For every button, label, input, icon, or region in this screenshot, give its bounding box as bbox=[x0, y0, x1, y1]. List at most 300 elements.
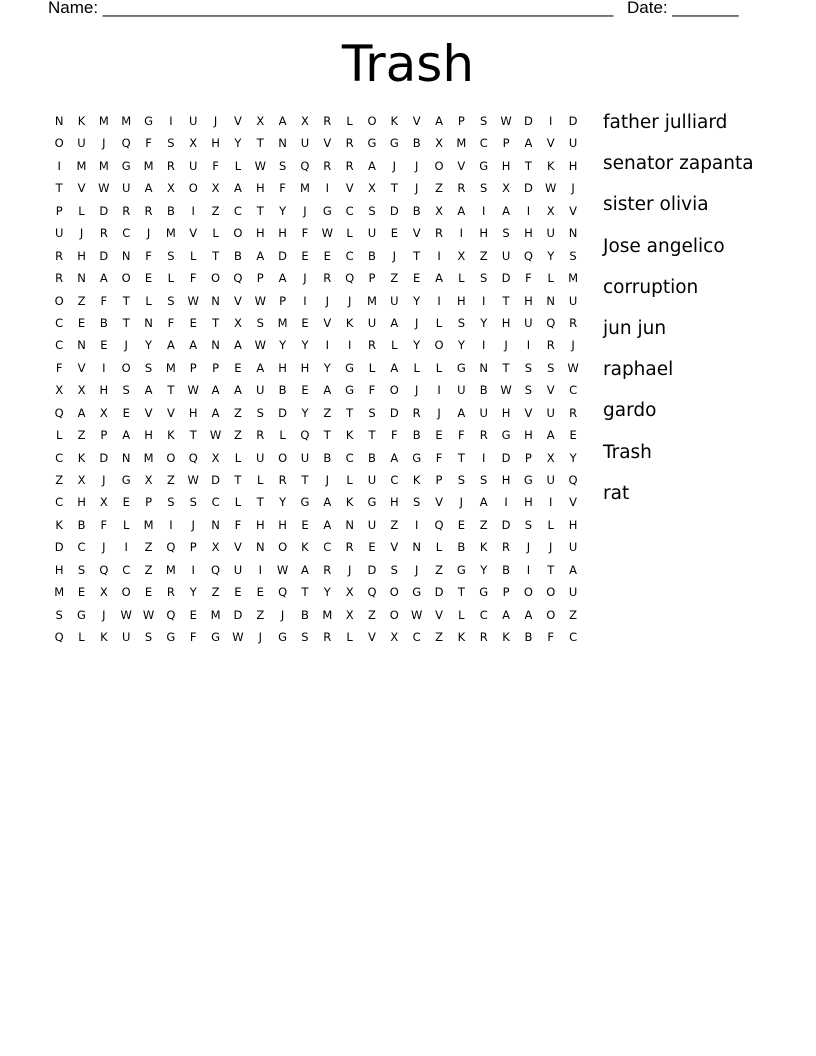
grid-letter: G bbox=[367, 495, 377, 510]
grid-letter: A bbox=[390, 450, 399, 465]
grid-letter: A bbox=[99, 271, 108, 286]
grid-letter: P bbox=[145, 495, 153, 510]
grid-letter: Y bbox=[480, 315, 488, 330]
grid-letter: M bbox=[277, 315, 288, 330]
grid-letter: H bbox=[524, 428, 533, 443]
grid-letter: M bbox=[568, 271, 579, 286]
grid-letter: X bbox=[99, 585, 108, 600]
grid-letter: Z bbox=[435, 562, 443, 577]
grid-letter: L bbox=[78, 630, 85, 645]
grid-letter: Z bbox=[479, 248, 488, 263]
grid-letter: I bbox=[124, 540, 128, 555]
grid-letter: H bbox=[255, 517, 265, 532]
grid-letter: X bbox=[99, 495, 108, 510]
grid-letter: N bbox=[144, 315, 153, 330]
grid-letter: Z bbox=[144, 540, 153, 555]
grid-letter: Q bbox=[188, 450, 198, 465]
grid-letter: A bbox=[166, 338, 175, 353]
grid-letter: S bbox=[390, 562, 398, 577]
grid-letter: U bbox=[300, 136, 310, 151]
grid-letter: A bbox=[457, 405, 466, 420]
grid-letter: Z bbox=[435, 630, 443, 645]
grid-letter: O bbox=[389, 585, 399, 600]
grid-letter: J bbox=[213, 114, 218, 128]
grid-letter: J bbox=[303, 203, 307, 218]
grid-letter: C bbox=[77, 540, 86, 555]
grid-letter: G bbox=[121, 158, 131, 173]
grid-letter: M bbox=[143, 158, 154, 173]
grid-letter: M bbox=[322, 607, 333, 622]
grid-letter: O bbox=[434, 338, 444, 353]
grid-letter: M bbox=[76, 158, 87, 173]
grid-letter: A bbox=[233, 383, 242, 398]
grid-letter: V bbox=[323, 136, 332, 151]
grid-letter: H bbox=[457, 293, 466, 308]
grid-letter: H bbox=[278, 517, 287, 532]
grid-letter: B bbox=[524, 630, 533, 645]
grid-letter: L bbox=[257, 473, 264, 487]
grid-letter: P bbox=[189, 540, 197, 555]
word-list-item: rat bbox=[603, 482, 630, 504]
grid-letter: X bbox=[345, 607, 354, 622]
grid-letter: H bbox=[278, 360, 287, 375]
grid-letter: V bbox=[368, 630, 376, 645]
grid-letter: G bbox=[345, 360, 355, 375]
grid-letter: M bbox=[367, 293, 377, 308]
grid-letter: S bbox=[167, 248, 175, 263]
grid-letter: Q bbox=[121, 136, 131, 151]
grid-letter: O bbox=[54, 293, 64, 308]
grid-letter: U bbox=[256, 383, 265, 398]
grid-letter: H bbox=[54, 562, 64, 577]
grid-letter: X bbox=[211, 540, 220, 555]
grid-letter: J bbox=[437, 405, 441, 420]
grid-letter: C bbox=[412, 630, 421, 645]
word-list-item: senator zapanta bbox=[603, 153, 754, 175]
grid-letter: A bbox=[323, 517, 332, 532]
grid-letter: G bbox=[412, 450, 422, 465]
grid-letter: A bbox=[233, 338, 242, 353]
grid-letter: E bbox=[189, 315, 197, 330]
grid-letter: X bbox=[166, 181, 175, 196]
grid-letter: G bbox=[144, 114, 153, 128]
grid-letter: E bbox=[435, 428, 443, 443]
grid-letter: C bbox=[345, 203, 354, 218]
grid-letter: Z bbox=[211, 203, 220, 218]
grid-letter: J bbox=[414, 158, 419, 173]
grid-letter: S bbox=[524, 383, 533, 398]
grid-letter: E bbox=[368, 540, 376, 555]
grid-letter: W bbox=[187, 293, 199, 308]
grid-letter: C bbox=[345, 450, 354, 465]
grid-letter: E bbox=[234, 360, 242, 375]
grid-letter: R bbox=[166, 585, 175, 600]
grid-letter: C bbox=[122, 562, 131, 577]
grid-letter: D bbox=[389, 405, 399, 420]
grid-letter: F bbox=[234, 517, 242, 532]
grid-letter: V bbox=[435, 607, 443, 622]
grid-letter: S bbox=[368, 405, 376, 420]
grid-letter: X bbox=[99, 405, 108, 420]
grid-letter: G bbox=[456, 360, 466, 375]
grid-letter: E bbox=[122, 495, 130, 510]
grid-letter: V bbox=[524, 405, 533, 420]
grid-letter: K bbox=[345, 495, 354, 510]
grid-letter: G bbox=[322, 203, 332, 218]
grid-letter: C bbox=[122, 226, 131, 241]
grid-letter: J bbox=[102, 473, 106, 487]
grid-letter: G bbox=[456, 562, 466, 577]
grid-letter: K bbox=[502, 630, 510, 645]
grid-letter: L bbox=[346, 114, 353, 128]
grid-letter: K bbox=[345, 315, 354, 330]
grid-letter: R bbox=[345, 136, 354, 151]
grid-letter: C bbox=[479, 136, 488, 151]
grid-letter: X bbox=[189, 136, 198, 151]
grid-letter: I bbox=[437, 383, 441, 398]
grid-letter: J bbox=[459, 495, 464, 510]
grid-letter: J bbox=[258, 630, 262, 645]
grid-letter: B bbox=[412, 203, 421, 218]
grid-letter: N bbox=[211, 293, 220, 308]
grid-letter: A bbox=[144, 181, 153, 196]
grid-letter: X bbox=[546, 450, 555, 465]
grid-letter: A bbox=[189, 338, 198, 353]
grid-letter: A bbox=[144, 383, 153, 398]
grid-letter: R bbox=[122, 203, 131, 218]
grid-letter: X bbox=[256, 114, 265, 128]
grid-letter: S bbox=[144, 630, 153, 645]
grid-letter: D bbox=[389, 203, 399, 218]
grid-letter: U bbox=[568, 293, 578, 308]
grid-letter: E bbox=[301, 248, 309, 263]
grid-letter: S bbox=[77, 562, 86, 577]
grid-letter: M bbox=[165, 360, 176, 375]
grid-letter: D bbox=[278, 248, 288, 263]
grid-letter: I bbox=[191, 203, 195, 218]
grid-letter: F bbox=[547, 630, 555, 645]
grid-letter: K bbox=[55, 517, 63, 532]
grid-letter: W bbox=[500, 383, 512, 398]
grid-letter: A bbox=[122, 428, 131, 443]
grid-letter: J bbox=[347, 562, 352, 577]
grid-letter: O bbox=[121, 585, 131, 600]
grid-letter: U bbox=[568, 540, 578, 555]
grid-letter: T bbox=[256, 136, 264, 151]
grid-letter: T bbox=[122, 293, 130, 308]
grid-letter: W bbox=[187, 473, 199, 487]
grid-letter: H bbox=[501, 405, 511, 420]
grid-letter: E bbox=[301, 383, 309, 398]
grid-letter: B bbox=[77, 517, 86, 532]
grid-letter: E bbox=[301, 315, 309, 330]
grid-letter: K bbox=[412, 473, 421, 487]
grid-letter: P bbox=[502, 136, 510, 151]
grid-letter: N bbox=[345, 517, 354, 532]
grid-letter: O bbox=[389, 383, 399, 398]
grid-letter: H bbox=[568, 158, 578, 173]
grid-letter: S bbox=[122, 383, 130, 398]
grid-letter: D bbox=[99, 450, 109, 465]
grid-letter: V bbox=[546, 136, 555, 151]
grid-letter: K bbox=[546, 158, 555, 173]
grid-letter: T bbox=[256, 495, 264, 510]
grid-letter: X bbox=[55, 383, 64, 398]
grid-letter: Y bbox=[323, 585, 331, 600]
grid-letter: H bbox=[479, 226, 489, 241]
grid-letter: O bbox=[188, 181, 198, 196]
grid-letter: S bbox=[167, 136, 175, 151]
grid-letter: J bbox=[504, 338, 508, 353]
grid-letter: T bbox=[122, 315, 130, 330]
grid-letter: H bbox=[188, 405, 198, 420]
grid-letter: J bbox=[414, 181, 419, 196]
grid-letter: F bbox=[100, 517, 108, 532]
grid-letter: R bbox=[546, 338, 555, 353]
grid-letter: U bbox=[479, 405, 488, 420]
grid-letter: U bbox=[568, 136, 578, 151]
grid-letter: S bbox=[189, 495, 197, 510]
grid-letter: H bbox=[255, 181, 265, 196]
grid-letter: O bbox=[121, 271, 131, 286]
grid-letter: L bbox=[368, 360, 376, 375]
grid-letter: J bbox=[325, 473, 329, 487]
grid-letter: I bbox=[459, 226, 464, 241]
grid-letter: E bbox=[234, 585, 242, 600]
grid-letter: U bbox=[457, 383, 466, 398]
grid-letter: Q bbox=[54, 405, 64, 420]
grid-letter: U bbox=[367, 315, 377, 330]
grid-letter: O bbox=[121, 360, 131, 375]
grid-letter: S bbox=[256, 315, 264, 330]
word-list-item: father julliard bbox=[603, 112, 728, 133]
grid-letter: F bbox=[189, 271, 197, 286]
grid-letter: L bbox=[279, 428, 286, 443]
grid-letter: Y bbox=[480, 562, 488, 577]
grid-letter: B bbox=[233, 248, 242, 263]
grid-letter: B bbox=[502, 562, 510, 577]
grid-letter: U bbox=[77, 136, 86, 151]
grid-letter: F bbox=[100, 293, 108, 308]
grid-letter: D bbox=[523, 181, 533, 196]
grid-letter: D bbox=[523, 114, 533, 128]
grid-letter: C bbox=[211, 495, 220, 510]
grid-letter: X bbox=[144, 473, 153, 487]
grid-letter: L bbox=[391, 338, 398, 353]
grid-letter: L bbox=[435, 360, 443, 375]
grid-letter: X bbox=[546, 203, 555, 218]
grid-letter: T bbox=[55, 181, 63, 196]
grid-letter: Z bbox=[256, 607, 265, 622]
grid-letter: F bbox=[145, 248, 152, 263]
grid-letter: A bbox=[546, 428, 555, 443]
grid-letter: E bbox=[569, 428, 577, 443]
grid-letter: Y bbox=[301, 338, 309, 353]
grid-letter: B bbox=[412, 136, 421, 151]
grid-letter: E bbox=[189, 607, 197, 622]
grid-letter: Z bbox=[166, 473, 175, 487]
grid-letter: J bbox=[347, 293, 352, 308]
grid-letter: J bbox=[414, 562, 419, 577]
grid-letter: T bbox=[457, 450, 465, 465]
grid-letter: Q bbox=[434, 517, 444, 532]
grid-letter: U bbox=[233, 562, 243, 577]
grid-letter: D bbox=[99, 203, 109, 218]
grid-letter: H bbox=[211, 136, 220, 151]
grid-letter: N bbox=[77, 338, 86, 353]
grid-letter: Q bbox=[523, 248, 533, 263]
grid-letter: F bbox=[435, 450, 443, 465]
grid-letter: F bbox=[145, 136, 152, 151]
grid-letter: H bbox=[524, 495, 533, 510]
grid-letter: A bbox=[524, 607, 533, 622]
grid-letter: Z bbox=[233, 428, 242, 443]
grid-letter: A bbox=[278, 271, 287, 286]
grid-letter: P bbox=[55, 203, 63, 218]
grid-letter: K bbox=[345, 428, 354, 443]
grid-letter: X bbox=[435, 203, 443, 218]
grid-letter: I bbox=[482, 203, 486, 218]
grid-letter: M bbox=[143, 517, 154, 532]
grid-letter: G bbox=[166, 630, 176, 645]
grid-letter: R bbox=[367, 338, 376, 353]
grid-letter: S bbox=[547, 360, 555, 375]
grid-letter: Y bbox=[234, 136, 242, 151]
grid-letter: I bbox=[191, 562, 195, 577]
grid-letter: R bbox=[412, 405, 421, 420]
grid-letter: C bbox=[569, 383, 578, 398]
grid-letter: I bbox=[549, 495, 553, 510]
grid-letter: M bbox=[299, 181, 310, 196]
grid-letter: B bbox=[412, 428, 421, 443]
grid-letter: N bbox=[77, 271, 86, 286]
grid-letter: A bbox=[524, 136, 533, 151]
grid-letter: Q bbox=[211, 562, 221, 577]
grid-letter: S bbox=[256, 405, 264, 420]
grid-letter: W bbox=[254, 158, 266, 173]
grid-letter: A bbox=[502, 203, 510, 218]
word-list-item: corruption bbox=[603, 276, 699, 298]
grid-letter: R bbox=[345, 158, 354, 173]
grid-letter: Y bbox=[279, 203, 287, 218]
grid-letter: T bbox=[167, 383, 175, 398]
grid-letter: S bbox=[480, 114, 488, 128]
grid-letter: J bbox=[124, 338, 128, 353]
grid-letter: L bbox=[190, 248, 197, 263]
word-list-item: Jose angelico bbox=[603, 235, 725, 257]
grid-letter: K bbox=[77, 114, 86, 128]
grid-letter: K bbox=[301, 540, 309, 555]
grid-letter: Q bbox=[233, 271, 243, 286]
grid-letter: L bbox=[234, 158, 242, 173]
grid-letter: L bbox=[458, 607, 465, 622]
grid-letter: G bbox=[121, 473, 131, 487]
grid-letter: R bbox=[323, 158, 332, 173]
grid-letter: T bbox=[390, 181, 398, 196]
grid-letter: V bbox=[412, 226, 421, 241]
grid-letter: M bbox=[456, 136, 467, 151]
grid-letter: Q bbox=[166, 607, 176, 622]
grid-letter: S bbox=[569, 248, 577, 263]
grid-letter: U bbox=[189, 158, 198, 173]
grid-letter: W bbox=[276, 562, 289, 577]
grid-letter: R bbox=[569, 315, 578, 330]
grid-letter: Z bbox=[390, 271, 399, 286]
grid-letter: S bbox=[368, 203, 376, 218]
word-list-item: Trash bbox=[603, 441, 652, 463]
grid-letter: M bbox=[165, 226, 176, 241]
grid-letter: H bbox=[390, 495, 399, 510]
grid-letter: W bbox=[120, 607, 132, 622]
grid-letter: A bbox=[323, 495, 332, 510]
grid-letter: C bbox=[55, 450, 64, 465]
grid-letter: P bbox=[457, 114, 465, 128]
grid-letter: W bbox=[187, 383, 199, 398]
grid-letter: S bbox=[480, 473, 488, 487]
grid-letter: C bbox=[569, 630, 578, 645]
grid-letter: Z bbox=[144, 562, 153, 577]
grid-letter: V bbox=[233, 293, 242, 308]
grid-letter: G bbox=[479, 158, 489, 173]
grid-letter: F bbox=[279, 181, 286, 196]
grid-letter: G bbox=[501, 428, 511, 443]
page-title: Trash bbox=[341, 35, 475, 93]
grid-letter: Y bbox=[413, 338, 421, 353]
grid-letter: O bbox=[389, 607, 399, 622]
grid-letter: F bbox=[525, 271, 532, 286]
grid-letter: S bbox=[278, 158, 287, 173]
grid-letter: I bbox=[102, 360, 106, 375]
grid-letter: J bbox=[414, 315, 419, 330]
grid-letter: H bbox=[501, 158, 511, 173]
grid-letter: E bbox=[323, 248, 331, 263]
grid-letter: A bbox=[301, 562, 309, 577]
grid-letter: C bbox=[233, 203, 242, 218]
grid-letter: X bbox=[457, 248, 466, 263]
name-field: Name: ______________________________________________________ bbox=[48, 0, 614, 17]
grid-letter: O bbox=[546, 585, 556, 600]
grid-letter: H bbox=[524, 226, 533, 241]
grid-letter: J bbox=[392, 248, 397, 263]
grid-letter: P bbox=[100, 428, 108, 443]
grid-letter: A bbox=[211, 405, 220, 420]
grid-letter: D bbox=[367, 562, 377, 577]
grid-letter: G bbox=[367, 136, 377, 151]
grid-letter: S bbox=[480, 271, 488, 286]
grid-letter: C bbox=[345, 248, 354, 263]
grid-letter: Z bbox=[55, 473, 64, 487]
grid-letter: G bbox=[523, 473, 533, 487]
grid-letter: Z bbox=[233, 405, 242, 420]
grid-letter: L bbox=[122, 517, 130, 532]
grid-letter: E bbox=[144, 271, 153, 286]
grid-letter: J bbox=[414, 383, 419, 398]
grid-letter: Q bbox=[367, 585, 377, 600]
grid-letter: T bbox=[212, 248, 220, 263]
grid-letter: F bbox=[55, 360, 63, 375]
grid-letter: J bbox=[102, 540, 106, 555]
grid-letter: B bbox=[99, 315, 108, 330]
grid-letter: B bbox=[479, 383, 488, 398]
grid-letter: Z bbox=[323, 405, 332, 420]
grid-letter: N bbox=[568, 226, 578, 241]
grid-letter: I bbox=[303, 293, 307, 308]
grid-letter: P bbox=[524, 450, 532, 465]
grid-letter: R bbox=[55, 271, 64, 286]
grid-letter: X bbox=[301, 114, 309, 128]
grid-letter: C bbox=[323, 540, 332, 555]
grid-letter: A bbox=[457, 203, 466, 218]
